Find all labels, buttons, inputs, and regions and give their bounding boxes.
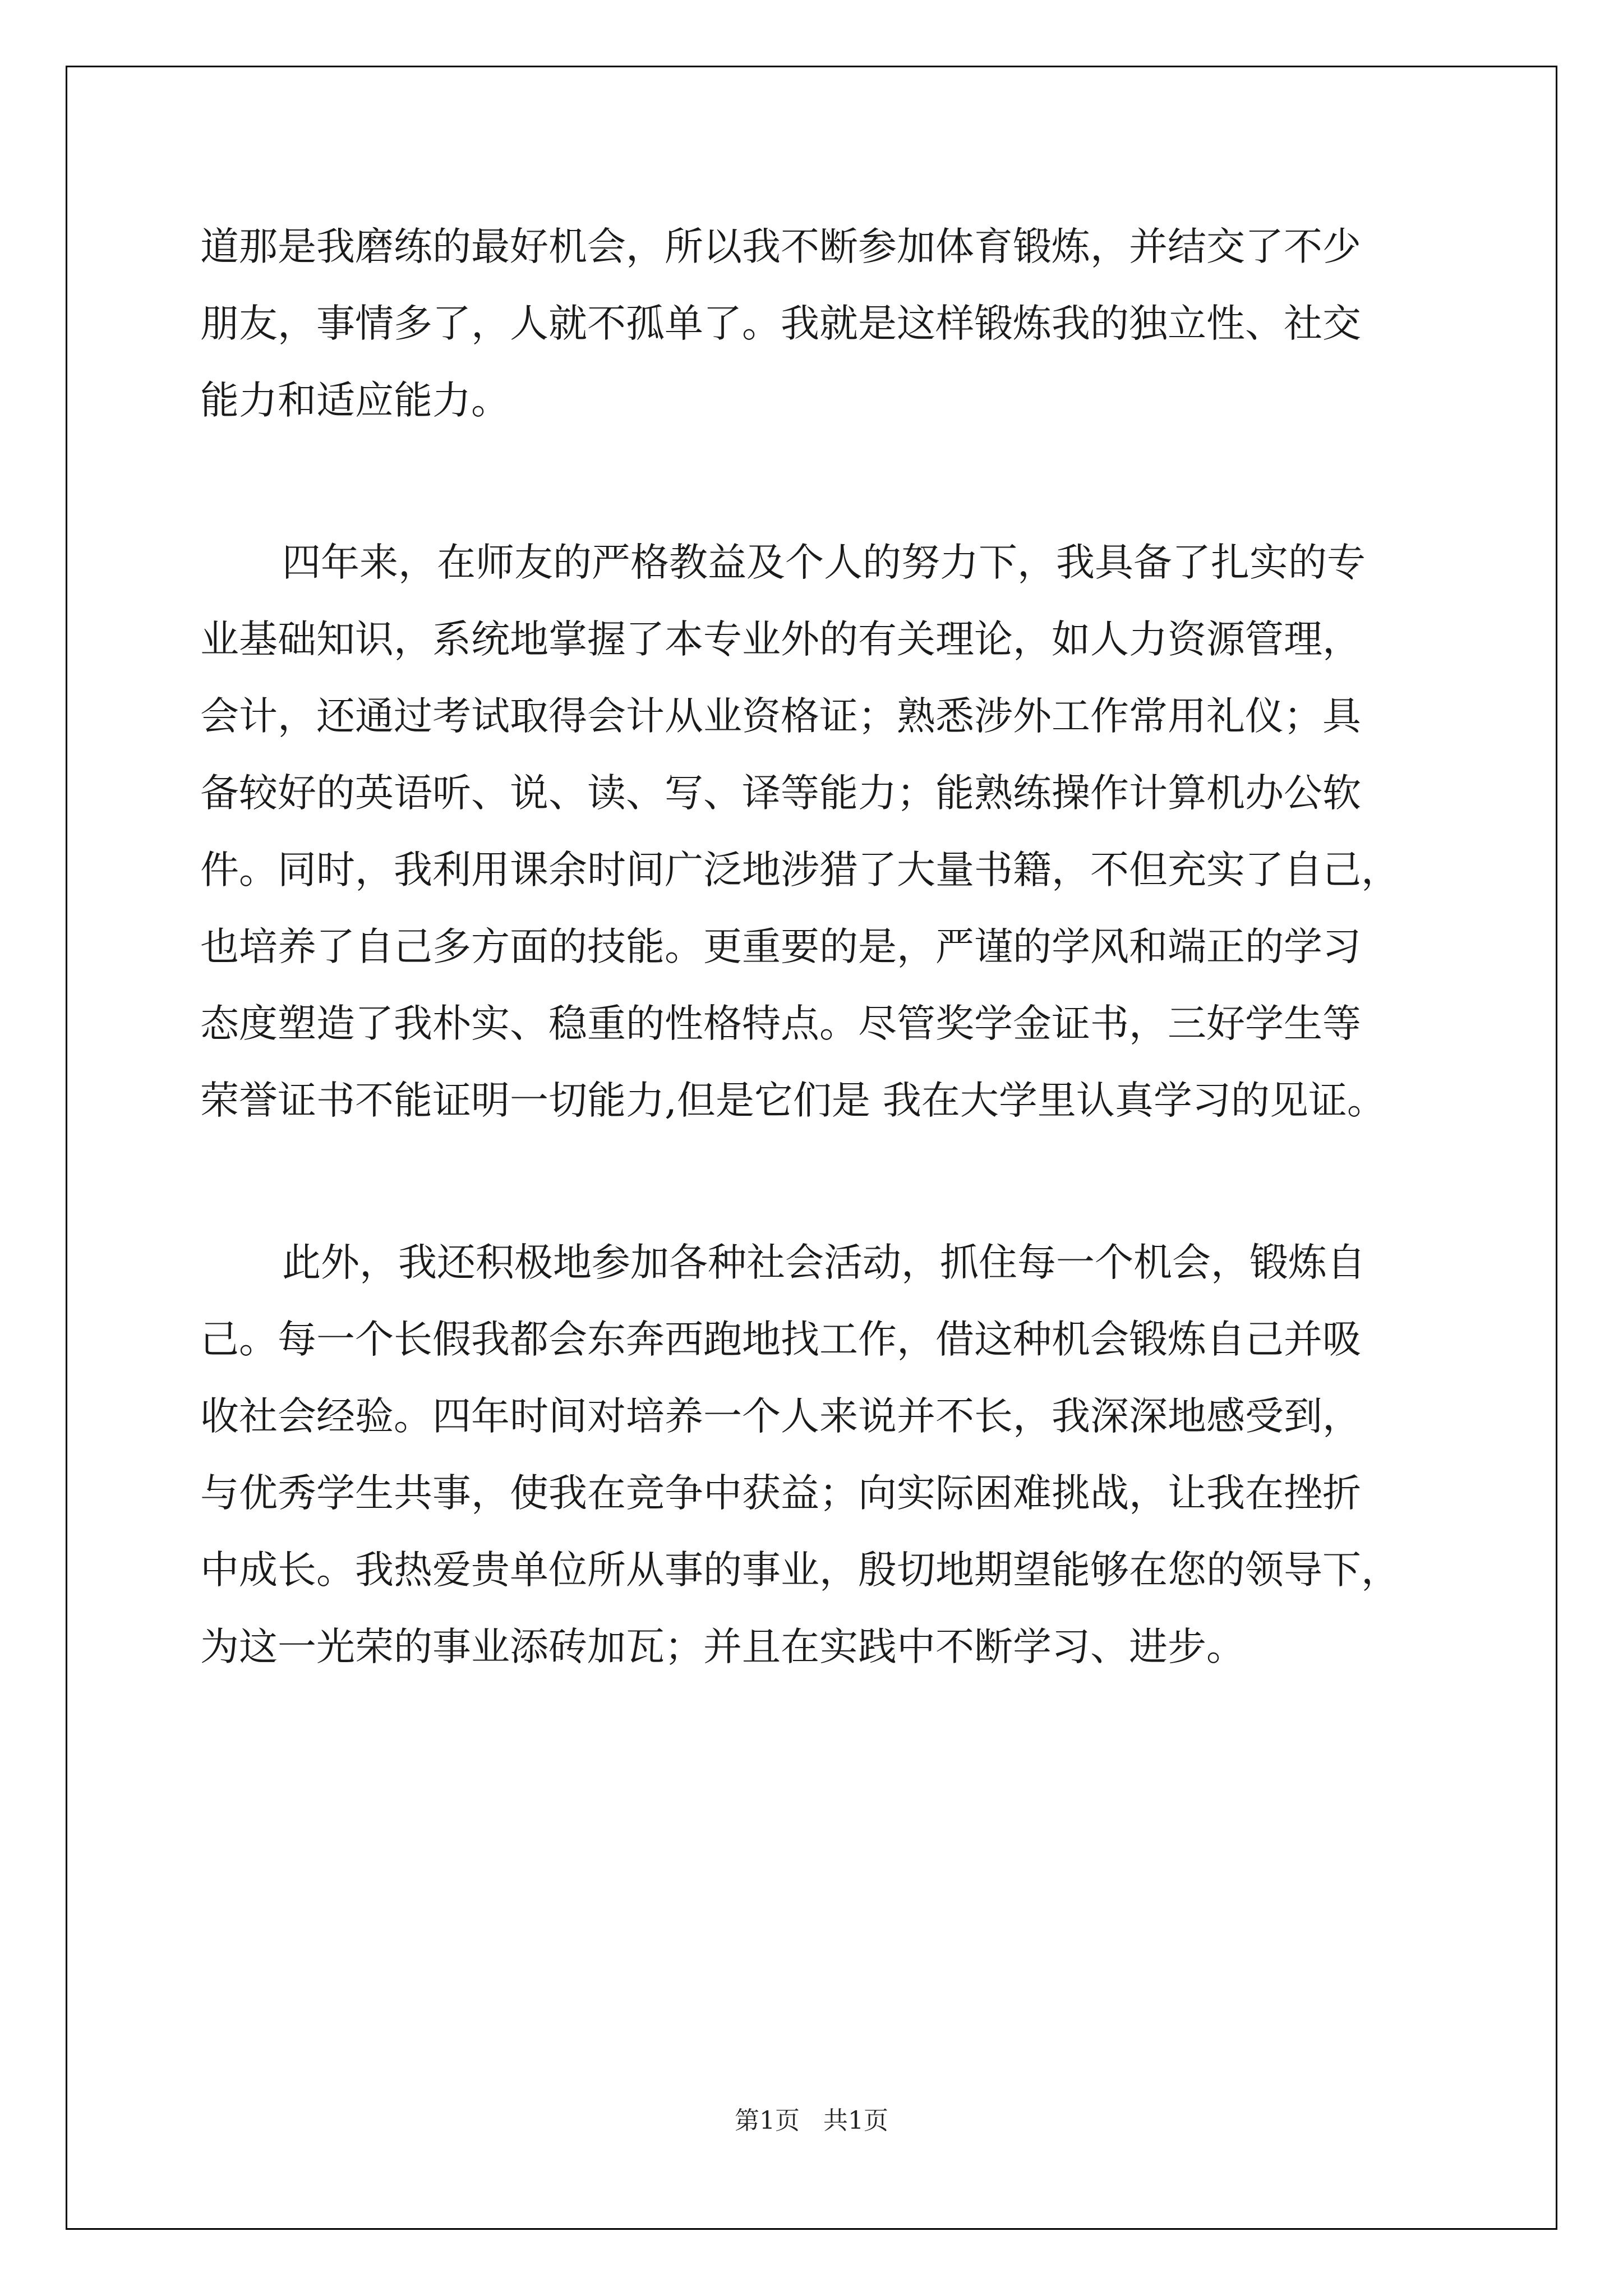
document-body [200,209,1428,1686]
paragraph-3-line-6: 为这一光荣的事业添砖加瓦；并且在实践中不断学习、进步。 [200,1625,1245,1669]
paragraph-2-line-6: 也培养了自己多方面的技能。更重要的是，严谨的学风和端正的学习 [200,924,1361,969]
paragraph-spacer [200,1139,1428,1225]
paragraph-3-line-5: 中成长。我热爱贵单位所从事的事业，殷切地期望能够在您的领导下， [200,1548,1400,1593]
paragraph-1-line-1: 道那是我磨练的最好机会，所以我不断参加体育锻炼，并结交了不少 [200,224,1361,269]
paragraph-1-line-3: 能力和适应能力。 [200,378,510,423]
paragraph-3-line-2: 己。每一个长假我都会东奔西跑地找工作，借这种机会锻炼自己并吸 [200,1317,1361,1362]
paragraph-3-line-4: 与优秀学生共事，使我在竞争中获益；向实际困难挑战，让我在挫折 [200,1471,1361,1516]
paragraph-spacer [200,439,1428,524]
paragraph-3-line-1: 此外，我还积极地参加各种社会活动，抓住每一个机会，锻炼自 [282,1240,1366,1285]
paragraph-2-line-5: 件。同时，我利用课余时间广泛地涉猎了大量书籍，不但充实了自己， [200,848,1400,892]
paragraph-2-line-1: 四年来，在师友的严格教益及个人的努力下，我具备了扎实的专 [282,540,1366,585]
paragraph-1-line-2: 朋友，事情多了，人就不孤单了。我就是这样锻炼我的独立性、社交 [200,301,1361,346]
paragraph-2-line-3: 会计，还通过考试取得会计从业资格证；熟悉涉外工作常用礼仪；具 [200,694,1361,739]
paragraph-2-line-2: 业基础知识，系统地掌握了本专业外的有关理论，如人力资源管理， [200,617,1361,662]
paragraph-2-line-8: 荣誉证书不能证明一切能力,但是它们是 我在大学里认真学习的见证。 [200,1078,1386,1123]
paragraph-2-line-7: 态度塑造了我朴实、稳重的性格特点。尽管奖学金证书，三好学生等 [200,1001,1361,1046]
page-number-footer: 第1页 共1页 [735,2106,888,2135]
paragraph-3-line-3: 收社会经验。四年时间对培养一个人来说并不长，我深深地感受到， [200,1394,1361,1439]
paragraph-2-line-4: 备较好的英语听、说、读、写、译等能力；能熟练操作计算机办公软 [200,771,1361,816]
